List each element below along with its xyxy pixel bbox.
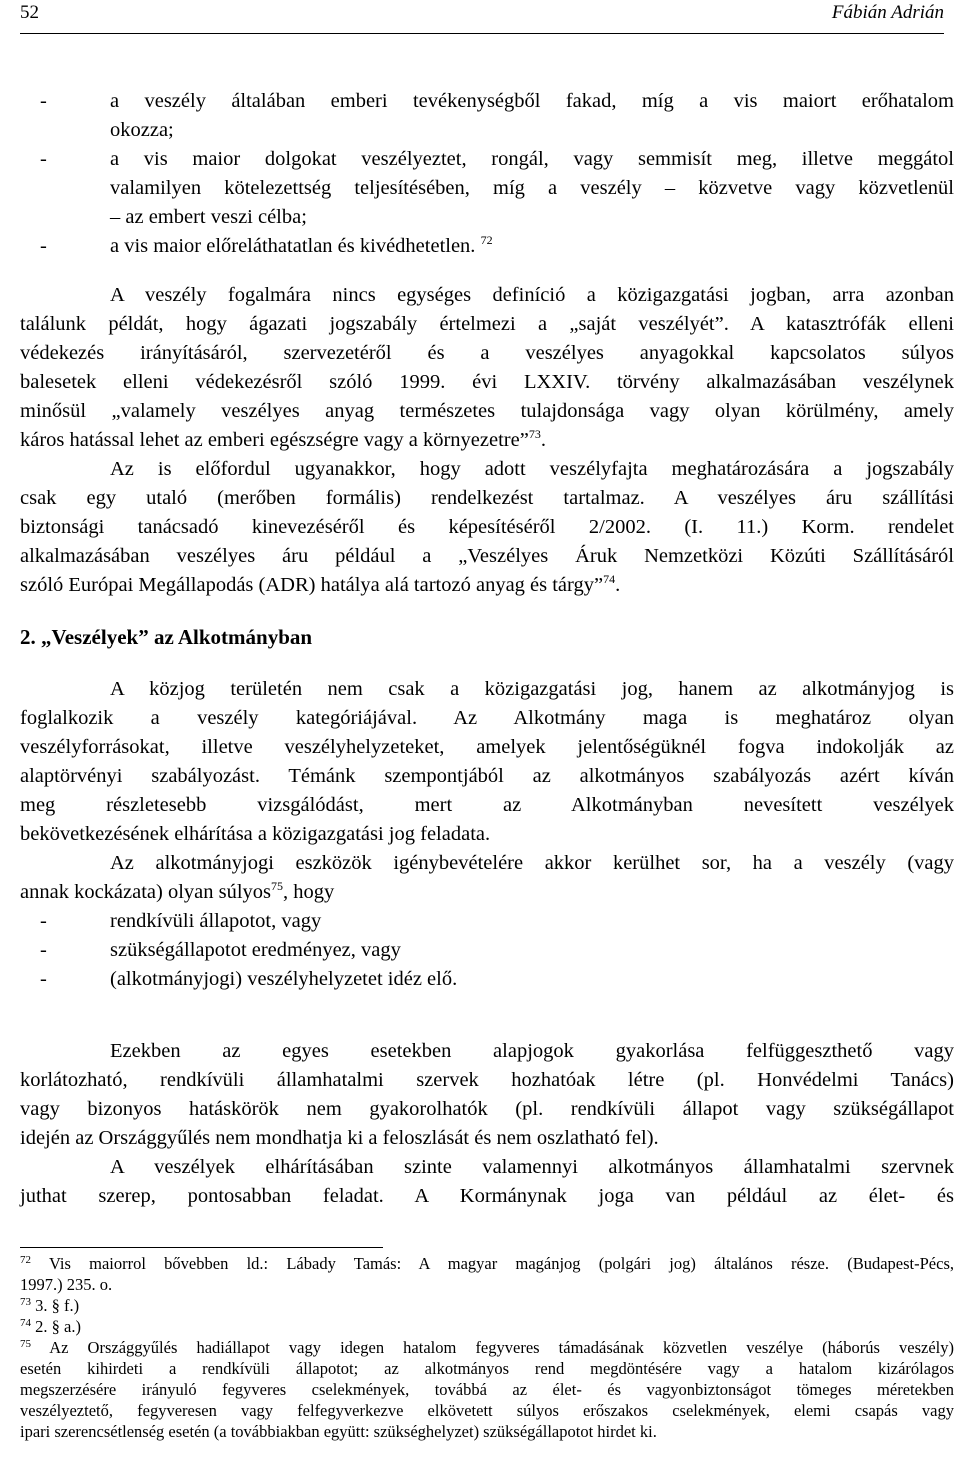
footnote-75: $^{75}$ Az Országgyűlés hadiállapot vagy idegen hatalom fegyveres támadásának közvetlen veszélye (háborús veszély) esetén kihirdeti a rendkívüli állapotot; az alkotmányos rend megdöntésére vagy a hatalom kizárólagos megszerzésére irányuló fegyveres cselekmények, továbbá az élet- és vagyonbiztonságot tömeges méretekben veszélyeztető, fegyveresen vagy felfegyverkezve elkövetett súlyos erőszakos cselekmények, elemi csapás vagy ipari szerencsétlenség esetén (a továbbiakban együtt: szükséghelyzet) szükségállapotot hirdet ki. <box>20 1338 954 1441</box>
list-item: - (alkotmányjogi) veszélyhelyzetet idéz elő. <box>40 968 458 990</box>
page-number: 52 <box>20 2 39 23</box>
page-header <box>20 0 944 32</box>
footnote-73: $^{73}$ 3. § f.) <box>20 1296 80 1315</box>
paragraph: Ezekben az egyes esetekben alapjogok gyakorlása felfüggeszthető vagy korlátozható, rendkívüli államhatalmi szervek hozhatóak létre (pl. Honvédelmi Tanács) vagy bizonyos hatáskörök nem gyakorolhatók (pl. rendkívüli állapot vagy szükségállapot idején az Országgyűlés nem mondhatja ki a feloszlását és nem oszlatható fel). <box>20 1040 954 1149</box>
footnote-72: $^{72}$ Vis maiorrol bővebben ld.: Lábady Tamás: A magyar magánjog (polgári jog) általános része. (Budapest-Pécs, 1997.) 235. o. <box>20 1254 954 1294</box>
footnotes <box>20 1253 954 1442</box>
footnote-ref-73[interactable]: 73 <box>528 427 541 441</box>
footnote-ref-74[interactable]: 74 <box>603 572 616 586</box>
bullet-list-top <box>20 87 954 261</box>
list-item: - a vis maior előreláthatatlan és kivédhetetlen. $^{72}$ <box>40 233 493 257</box>
list-item: - rendkívüli állapotot, vagy <box>40 910 322 932</box>
paragraph: A veszély fogalmára nincs egységes definíció a közigazgatási jogban, arra azonban találunk példát, hogy ágazati jogszabály értelmezi a „saját veszélyét”. A katasztrófák elleni védekezés irányításáról, szervezetéről és a veszélyes anyagokkal kapcsolatos súlyos balesetek elleni védekezésről szóló 1999. évi LXXIV. törvény alkalmazásában veszélynek minősül „valamely veszélyes anyag természetes tulajdonsága vagy olyan körülmény, amely káros hatással lehet az emberi egészségre vagy a környezetre”$^{73}$. <box>20 284 954 451</box>
body-text <box>20 87 954 1211</box>
section-heading: 2. „Veszélyek” az Alkotmányban <box>20 625 313 649</box>
header-rule <box>20 33 944 34</box>
footnote-ref-72[interactable]: 72 <box>480 233 493 247</box>
footnote-74: $^{74}$ 2. § a.) <box>20 1317 81 1336</box>
footnote-ref-75[interactable]: 75 <box>271 879 284 893</box>
list-item-continuation: valamilyen kötelezettség teljesítésében, míg a veszély – közvetve vagy közvetlenül <box>110 177 954 199</box>
list-item: - a veszély általában emberi tevékenységből fakad, míg a vis maiort erőhatalom <box>40 90 954 112</box>
paragraph: A közjog területén nem csak a közigazgatási jog, hanem az alkotmányjog is foglalkozik a veszély kategóriájával. Az Alkotmány maga is meghatároz olyan veszélyforrásokat, illetve veszélyhelyzeteket, amelyek jelentőségüknél fogva indokolják az alaptörvényi szabályozást. Témánk szempontjából az alkotmányos szabályozás azért kíván meg részletesebb vizsgálódást, mert az Alkotmányban nevesített veszélyek bekövetkezésének elhárítása a közigazgatási jog feladata. <box>20 678 954 845</box>
list-item: - a vis maior dolgokat veszélyeztet, rongál, vagy semmisít meg, illetve meggátol <box>40 148 954 170</box>
list-item: - szükségállapotot eredményez, vagy <box>40 939 401 961</box>
running-head-author: Fábián Adrián <box>831 2 944 23</box>
list-item-continuation: – az embert veszi célba; <box>110 206 307 228</box>
paragraph: Az alkotmányjogi eszközök igénybevételére akkor kerülhet sor, ha a veszély (vagy annak kockázata) olyan súlyos$^{75}$, hogy <box>20 852 954 903</box>
paragraph: A veszélyek elhárításában szinte valamennyi alkotmányos államhatalmi szervnek juthat szerep, pontosabban feladat. A Kormánynak joga van például az élet- és <box>20 1156 954 1207</box>
list-item-continuation: okozza; <box>110 119 174 141</box>
footnote-separator <box>20 1247 383 1248</box>
paragraph: Az is előfordul ugyanakkor, hogy adott veszélyfajta meghatározására a jogszabály csak egy utaló (merőben formális) rendelkezést tartalmaz. A veszélyes áru szállítási biztonsági tanácsadó kinevezéséről és képesítéséről 2/2002. (I. 11.) Korm. rendelet alkalmazásában veszélyes áru például a „Veszélyes Áruk Nemzetközi Közúti Szállításáról szóló Európai Megállapodás (ADR) hatálya alá tartozó anyag és tárgy”$^{74}$. <box>20 458 954 596</box>
bullet-list-mid <box>20 907 954 994</box>
